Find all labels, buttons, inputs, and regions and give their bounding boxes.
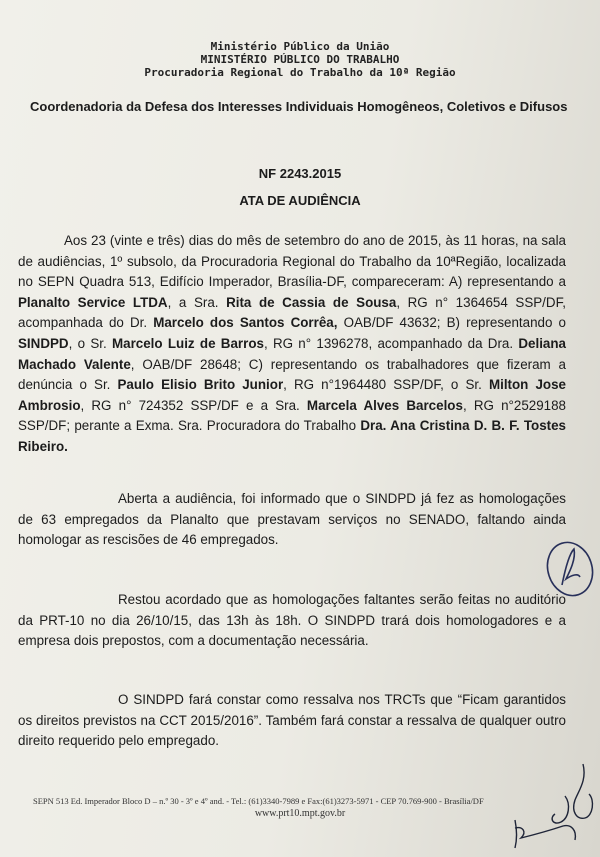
header-line-2: MINISTÉRIO PÚBLICO DO TRABALHO bbox=[200, 53, 400, 66]
footer-website: www.prt10.mpt.gov.br bbox=[254, 808, 346, 819]
p1-text-4: OAB/DF 43632; B) representando o bbox=[337, 315, 566, 331]
p1-text-5: , o Sr. bbox=[68, 335, 112, 351]
p1-text-2: , a Sra. bbox=[167, 294, 227, 310]
p1-person-3: Marcelo Luiz de Barros bbox=[111, 335, 264, 351]
p1-union-name: SINDPD bbox=[18, 335, 69, 351]
header-line-3: Procuradoria Regional do Trabalho da 10ª Região bbox=[144, 66, 456, 79]
p1-person-6: Milton Jose Ambrosio bbox=[18, 377, 566, 413]
header-line-1: Ministério Público da União bbox=[210, 40, 390, 53]
p1-text-7: , OAB/DF 28648; C) representando os trabalhadores que fizeram a denúncia o Sr. bbox=[18, 356, 566, 393]
p1-person-2: Marcelo dos Santos Corrêa, bbox=[153, 315, 338, 331]
p1-person-1: Rita de Cassia de Sousa bbox=[226, 294, 397, 310]
p1-text-10: , RG n°2529188 SSP/DF; perante a Exma. Sra. Procuradora do Trabalho bbox=[18, 397, 567, 434]
p4-text: O SINDPD fará constar como ressalva nos TRCTs que “Ficam garantidos os direitos previstos na CCT 2015/2016”. Também fará constar a ressalva de qualquer outro direito requerido pelo empregado. bbox=[18, 692, 566, 749]
p1-prosecutor: Dra. Ana Cristina D. B. F. Tostes Ribeiro. bbox=[18, 418, 566, 454]
p1-person-7: Marcela Alves Barcelos bbox=[306, 397, 463, 413]
paragraph-attendance bbox=[18, 231, 566, 458]
paragraph-agreement bbox=[18, 590, 566, 652]
p1-company-name: Planalto Service LTDA bbox=[18, 294, 168, 310]
paragraph-reservation bbox=[18, 690, 566, 752]
p1-text-8: , RG n°1964480 SSP/DF, o Sr. bbox=[283, 377, 489, 393]
initials-mark bbox=[540, 535, 596, 605]
signature-mark bbox=[505, 760, 600, 852]
paragraph-homologations bbox=[18, 489, 566, 551]
p3-text: Restou acordado que as homologações faltantes serão feitas no auditório da PRT-10 no dia 26/10/15, das 13h às 18h. O SINDPD trará dois homologadores e a empresa dois prepostos, com a documentação necessária. bbox=[18, 592, 566, 649]
document-number: NF 2243.2015 bbox=[258, 166, 342, 181]
p1-text-1: Aos 23 (vinte e três) dias do mês de setembro do ano de 2015, às 11 horas, na sala de audiências, 1º subsolo, da Procuradoria Regional do Trabalho da 10ªRegião, localizada no SEPN Quadra 513, Edifício Imperador, Brasília-DF, compareceram: A) representando a bbox=[18, 233, 566, 290]
p1-text-6: , RG n° 1396278, acompanhado da Dra. bbox=[263, 335, 519, 351]
p1-person-5: Paulo Elisio Brito Junior bbox=[117, 377, 284, 393]
p1-text-9: , RG n° 724352 SSP/DF e a Sra. bbox=[80, 397, 307, 413]
p2-text: Aberta a audiência, foi informado que o SINDPD já fez as homologações de 63 empregados da Planalto que prestavam serviços no SENADO, faltando ainda homologar as rescisões de 46 empregados. bbox=[18, 491, 566, 548]
p1-person-4: Deliana Machado Valente bbox=[18, 335, 566, 372]
coordenadoria-heading: Coordenadoria da Defesa dos Interesses Individuais Homogêneos, Coletivos e Difusos bbox=[30, 99, 568, 114]
footer-address: SEPN 513 Ed. Imperador Bloco D – n.º 30 - 3º e 4º and. - Tel.: (61)3340-7989 e Fax:(61)3273-5971 - CEP 70.769-900 - Brasília/DF bbox=[33, 796, 484, 806]
p1-text-3: , RG n° 1364654 SSP/DF, acompanhada do Dr. bbox=[18, 294, 566, 331]
document-title: ATA DE AUDIÊNCIA bbox=[239, 193, 361, 208]
